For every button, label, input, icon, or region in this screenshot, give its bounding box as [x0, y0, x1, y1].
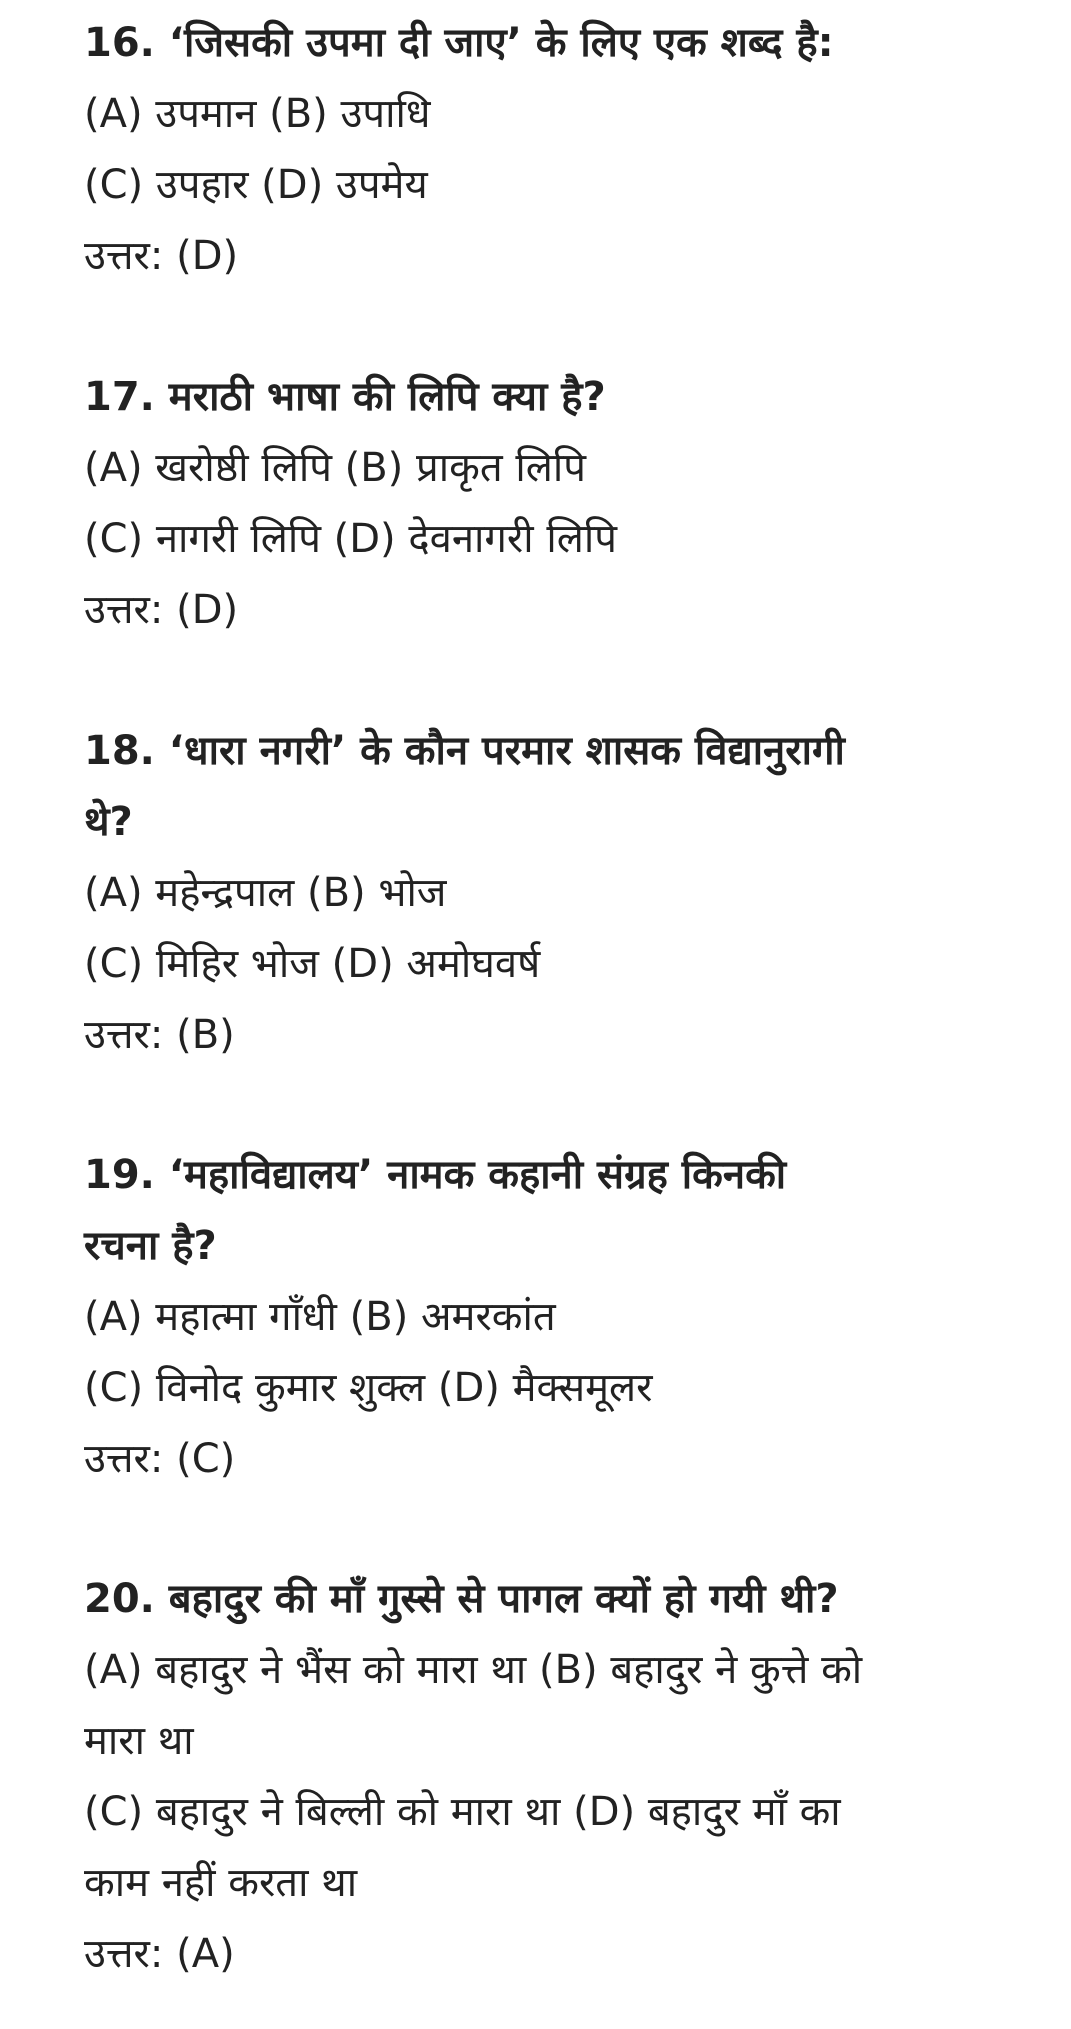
question-20-option-line-1: (A) बहादुर ने भैंस को मारा था (B) बहादुर ने कुत्ते को — [84, 1647, 863, 1693]
question-17-option-line-1: (A) खरोष्ठी लिपि (B) प्राकृत लिपि — [84, 445, 586, 491]
question-19-text-continued: रचना है? — [84, 1223, 217, 1269]
question-20-option-line-4: काम नहीं करता था — [84, 1860, 358, 1906]
question-number: 19. — [84, 1152, 155, 1198]
question-line: ‘धारा नगरी’ के कौन परमार शासक विद्यानुरागी — [168, 728, 845, 774]
question-19-option-line-1: (A) महात्मा गाँधी (B) अमरकांत — [84, 1294, 556, 1340]
question-20-option-line-3: (C) बहादुर ने बिल्ली को मारा था (D) बहादुर माँ का — [84, 1789, 841, 1835]
question-line: मराठी भाषा की लिपि क्या है? — [168, 374, 606, 420]
question-17 — [84, 362, 1044, 646]
question-18-text — [84, 716, 1044, 787]
question-17-option-line-2: (C) नागरी लिपि (D) देवनागरी लिपि — [84, 516, 617, 562]
question-20-option-line-2: मारा था — [84, 1718, 194, 1764]
question-number: 18. — [84, 728, 155, 774]
question-line: ‘जिसकी उपमा दी जाए’ के लिए एक शब्द है: — [168, 20, 834, 66]
question-16 — [84, 8, 1044, 292]
question-line: बहादुर की माँ गुस्से से पागल क्यों हो गयी थी? — [168, 1576, 839, 1622]
question-18-text-continued: थे? — [84, 799, 133, 845]
question-20-answer: उत्तर: (A) — [84, 1931, 235, 1977]
question-16-option-line-1: (A) उपमान (B) उपाधि — [84, 91, 431, 137]
question-19-option-line-2: (C) विनोद कुमार शुक्ल (D) मैक्समूलर — [84, 1365, 653, 1411]
question-20-text — [84, 1564, 1044, 1635]
question-number: 17. — [84, 374, 155, 420]
question-17-answer: उत्तर: (D) — [84, 587, 239, 633]
question-16-answer: उत्तर: (D) — [84, 233, 239, 279]
question-18-option-line-1: (A) महेन्द्रपाल (B) भोज — [84, 870, 447, 916]
question-19 — [84, 1140, 1044, 1495]
question-line: ‘महाविद्यालय’ नामक कहानी संग्रह किनकी — [168, 1152, 787, 1198]
question-19-text — [84, 1140, 1044, 1211]
question-16-option-line-2: (C) उपहार (D) उपमेय — [84, 162, 428, 208]
question-18-option-line-2: (C) मिहिर भोज (D) अमोघवर्ष — [84, 941, 541, 987]
question-number: 16. — [84, 20, 155, 66]
question-17-text — [84, 362, 1044, 433]
question-16-text — [84, 8, 1044, 79]
question-18 — [84, 716, 1044, 1071]
question-20 — [84, 1564, 1044, 1990]
question-19-answer: उत्तर: (C) — [84, 1436, 236, 1482]
question-number: 20. — [84, 1576, 155, 1622]
question-18-answer: उत्तर: (B) — [84, 1012, 235, 1058]
